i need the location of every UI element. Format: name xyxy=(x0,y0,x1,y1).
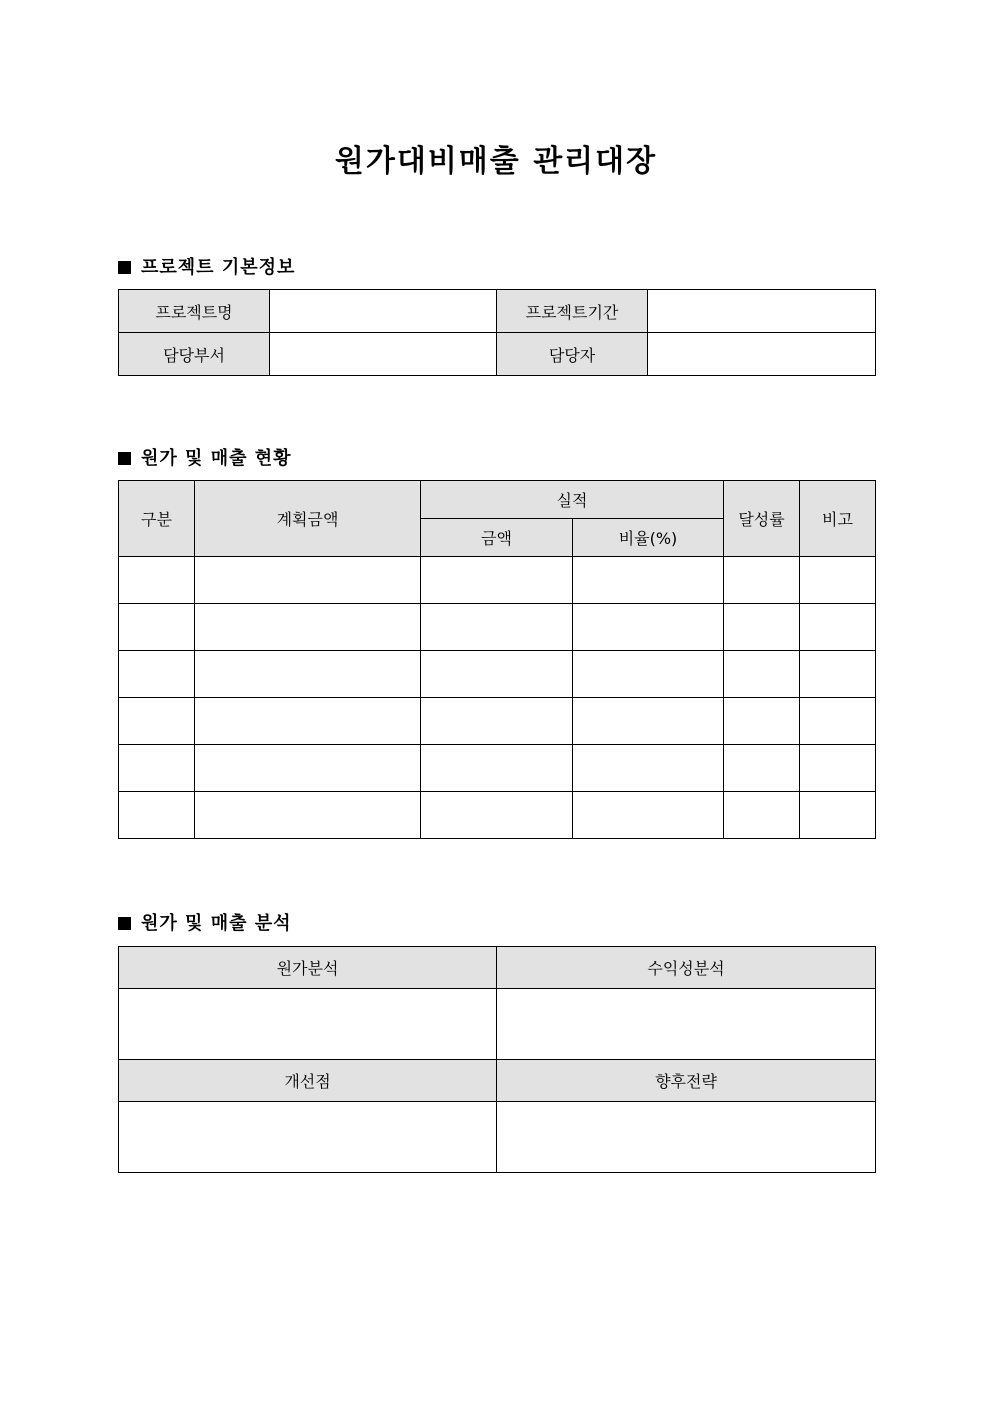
cost-sales-status-table xyxy=(118,480,876,839)
achievement-cell[interactable] xyxy=(724,557,800,604)
cost-analysis-header: 원가분석 xyxy=(119,947,497,989)
cost-sales-analysis-table xyxy=(118,946,876,1173)
remarks-cell[interactable] xyxy=(800,792,876,839)
actual-ratio-cell[interactable] xyxy=(573,698,724,745)
profit-analysis-header: 수익성분석 xyxy=(497,947,876,989)
project-period-label: 프로젝트기간 xyxy=(497,290,648,333)
category-header: 구분 xyxy=(119,481,195,557)
category-cell[interactable] xyxy=(119,557,195,604)
actual-ratio-cell[interactable] xyxy=(573,557,724,604)
actual-ratio-cell[interactable] xyxy=(573,604,724,651)
square-bullet-icon xyxy=(118,452,131,465)
table-row xyxy=(119,557,876,604)
remarks-cell[interactable] xyxy=(800,557,876,604)
remarks-cell[interactable] xyxy=(800,604,876,651)
table-header-row xyxy=(119,947,876,989)
future-strategy-field[interactable] xyxy=(497,1102,876,1173)
planned-amount-cell[interactable] xyxy=(195,792,421,839)
planned-amount-cell[interactable] xyxy=(195,745,421,792)
achievement-cell[interactable] xyxy=(724,792,800,839)
section-label: 원가 및 매출 현황 xyxy=(141,448,292,469)
section-label: 원가 및 매출 분석 xyxy=(141,913,292,934)
project-period-field[interactable] xyxy=(648,290,876,333)
actual-ratio-cell[interactable] xyxy=(573,792,724,839)
future-strategy-header: 향후전략 xyxy=(497,1060,876,1102)
page-title: 원가대비매출 관리대장 xyxy=(334,144,658,179)
table-header-row xyxy=(119,1060,876,1102)
remarks-cell[interactable] xyxy=(800,651,876,698)
manager-label: 담당자 xyxy=(497,333,648,376)
section-label: 프로젝트 기본정보 xyxy=(141,257,296,278)
table-row xyxy=(119,989,876,1060)
table-row xyxy=(119,290,876,333)
project-info-table xyxy=(118,289,876,376)
table-header-row xyxy=(119,481,876,519)
remarks-cell[interactable] xyxy=(800,698,876,745)
table-row xyxy=(119,792,876,839)
actual-amount-cell[interactable] xyxy=(421,698,573,745)
profit-analysis-field[interactable] xyxy=(497,989,876,1060)
achievement-cell[interactable] xyxy=(724,698,800,745)
actual-amount-cell[interactable] xyxy=(421,792,573,839)
table-row xyxy=(119,1102,876,1173)
square-bullet-icon xyxy=(118,917,131,930)
planned-amount-header: 계획금액 xyxy=(195,481,421,557)
section-heading-status xyxy=(118,444,292,470)
actual-amount-header: 금액 xyxy=(421,519,573,557)
category-cell[interactable] xyxy=(119,745,195,792)
project-name-field[interactable] xyxy=(270,290,497,333)
planned-amount-cell[interactable] xyxy=(195,557,421,604)
square-bullet-icon xyxy=(118,261,131,274)
achievement-cell[interactable] xyxy=(724,651,800,698)
manager-field[interactable] xyxy=(648,333,876,376)
project-name-label: 프로젝트명 xyxy=(119,290,270,333)
planned-amount-cell[interactable] xyxy=(195,604,421,651)
actual-header: 실적 xyxy=(421,481,724,519)
achievement-cell[interactable] xyxy=(724,745,800,792)
remarks-cell[interactable] xyxy=(800,745,876,792)
department-label: 담당부서 xyxy=(119,333,270,376)
planned-amount-cell[interactable] xyxy=(195,698,421,745)
category-cell[interactable] xyxy=(119,651,195,698)
category-cell[interactable] xyxy=(119,698,195,745)
actual-ratio-cell[interactable] xyxy=(573,745,724,792)
table-row xyxy=(119,745,876,792)
category-cell[interactable] xyxy=(119,792,195,839)
actual-amount-cell[interactable] xyxy=(421,651,573,698)
table-row xyxy=(119,333,876,376)
actual-amount-cell[interactable] xyxy=(421,557,573,604)
improvements-field[interactable] xyxy=(119,1102,497,1173)
achievement-cell[interactable] xyxy=(724,604,800,651)
table-row xyxy=(119,698,876,745)
planned-amount-cell[interactable] xyxy=(195,651,421,698)
actual-ratio-cell[interactable] xyxy=(573,651,724,698)
category-cell[interactable] xyxy=(119,604,195,651)
actual-amount-cell[interactable] xyxy=(421,604,573,651)
remarks-header: 비고 xyxy=(800,481,876,557)
improvements-header: 개선점 xyxy=(119,1060,497,1102)
actual-amount-cell[interactable] xyxy=(421,745,573,792)
actual-ratio-header: 비율(%) xyxy=(573,519,724,557)
section-heading-basic-info xyxy=(118,253,295,279)
department-field[interactable] xyxy=(270,333,497,376)
table-row xyxy=(119,651,876,698)
table-row xyxy=(119,604,876,651)
section-heading-analysis xyxy=(118,909,292,935)
cost-analysis-field[interactable] xyxy=(119,989,497,1060)
achievement-header: 달성률 xyxy=(724,481,800,557)
